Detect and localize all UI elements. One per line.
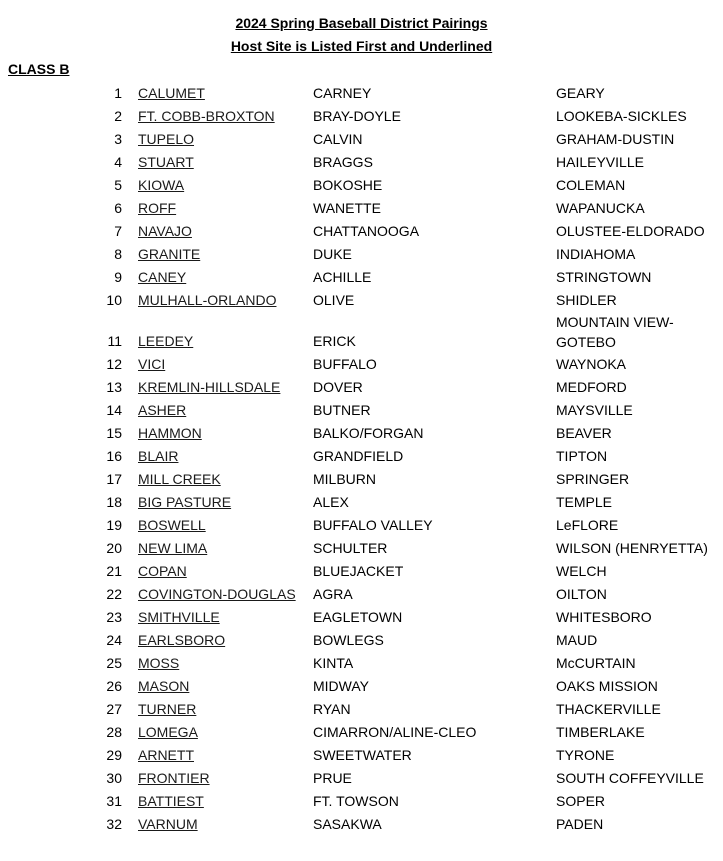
host-site: VARNUM [138,816,198,832]
team-2: DUKE [313,246,352,262]
team-2: BRAGGS [313,154,373,170]
team-2: KINTA [313,655,354,671]
pairing-row [0,560,723,583]
team-2: OLIVE [313,292,355,308]
team-2: SASAKWA [313,816,382,832]
team-3: WAYNOKA [556,356,627,372]
host-site: ASHER [138,402,187,418]
team-2: CALVIN [313,131,363,147]
host-site: MASON [138,678,190,694]
team-2: ALEX [313,494,349,510]
team-3: THACKERVILLE [556,701,661,717]
pairing-row [0,243,723,266]
district-number: 2 [114,108,122,124]
team-2: MIDWAY [313,678,369,694]
team-2: DOVER [313,379,363,395]
team-2: EAGLETOWN [313,609,403,625]
team-2: ACHILLE [313,269,372,285]
host-site: BLAIR [138,448,179,464]
host-site: GRANITE [138,246,201,262]
district-number: 26 [106,678,122,694]
team-2: BOWLEGS [313,632,384,648]
pairing-row [0,445,723,468]
pairings-list [0,82,723,836]
district-number: 22 [106,586,122,602]
team-2: MILBURN [313,471,377,487]
team-2: BALKO/FORGAN [313,425,424,441]
pairing-row [0,698,723,721]
team-3: OILTON [556,586,607,602]
team-2: SCHULTER [313,540,388,556]
team-2: SWEETWATER [313,747,412,763]
team-3: WELCH [556,563,607,579]
host-site: ROFF [138,200,177,216]
host-site: LOMEGA [138,724,198,740]
team-2: BUTNER [313,402,371,418]
host-site: STUART [138,154,194,170]
host-site: MOSS [138,655,180,671]
district-number: 9 [114,269,122,285]
district-number: 29 [106,747,122,763]
team-3: MOUNTAIN VIEW-GOTEBO [556,314,674,350]
district-number: 8 [114,246,122,262]
host-site: KIOWA [138,177,185,193]
team-3: TEMPLE [556,494,613,510]
district-number: 12 [106,356,122,372]
team-2: CIMARRON/ALINE-CLEO [313,724,477,740]
team-3: WILSON (HENRYETTA) [556,540,708,556]
host-site: NEW LIMA [138,540,208,556]
pairing-row [0,790,723,813]
district-number: 14 [106,402,122,418]
pairing-row [0,629,723,652]
district-number: 31 [106,793,122,809]
host-site: TUPELO [138,131,195,147]
host-site: FT. COBB-BROXTON [138,108,275,124]
pairing-row [0,399,723,422]
team-3: COLEMAN [556,177,626,193]
district-number: 25 [106,655,122,671]
district-number: 28 [106,724,122,740]
district-number: 18 [106,494,122,510]
pairing-row [0,767,723,790]
pairing-row [0,468,723,491]
document-title: 2024 Spring Baseball District Pairings [235,15,488,31]
pairing-row [0,744,723,767]
team-3: MAUD [556,632,598,648]
document-subtitle: Host Site is Listed First and Underlined [230,38,493,54]
host-site: CANEY [138,269,187,285]
district-number: 10 [106,292,122,308]
team-3: WAPANUCKA [556,200,645,216]
host-site: CALUMET [138,85,205,101]
pairing-row [0,266,723,289]
district-number: 4 [114,154,122,170]
district-number: 17 [106,471,122,487]
team-3: STRINGTOWN [556,269,652,285]
class-heading: CLASS B [8,61,70,77]
district-number: 5 [114,177,122,193]
pairing-row [0,197,723,220]
team-2: PRUE [313,770,352,786]
pairing-row [0,675,723,698]
pairing-row [0,583,723,606]
district-number: 11 [107,333,122,349]
pairing-row [0,289,723,312]
team-3: McCURTAIN [556,655,636,671]
pairing-row [0,514,723,537]
host-site: MULHALL-ORLANDO [138,292,277,308]
team-3: PADEN [556,816,604,832]
team-2: BLUEJACKET [313,563,404,579]
team-3: SPRINGER [556,471,630,487]
team-2: BOKOSHE [313,177,383,193]
host-site: MILL CREEK [138,471,221,487]
team-3: INDIAHOMA [556,246,636,262]
team-3: WHITESBORO [556,609,652,625]
host-site: NAVAJO [138,223,192,239]
pairing-row [0,312,723,353]
pairing-row [0,376,723,399]
host-site: BIG PASTURE [138,494,232,510]
district-number: 27 [106,701,122,717]
team-2: BRAY-DOYLE [313,108,401,124]
district-number: 24 [106,632,122,648]
team-3: GEARY [556,85,605,101]
team-3: GRAHAM-DUSTIN [556,131,675,147]
pairing-row [0,652,723,675]
pairing-row [0,128,723,151]
pairing-row [0,82,723,105]
pairing-row [0,813,723,836]
pairing-row [0,606,723,629]
team-3: BEAVER [556,425,612,441]
host-site: TURNER [138,701,197,717]
pairing-row [0,491,723,514]
team-3: SOPER [556,793,606,809]
host-site: BATTIEST [138,793,204,809]
pairing-row [0,353,723,376]
district-number: 21 [106,563,122,579]
team-3: MEDFORD [556,379,627,395]
host-site: FRONTIER [138,770,210,786]
team-2: WANETTE [313,200,381,216]
pairing-row [0,537,723,560]
district-number: 3 [114,131,122,147]
host-site: LEEDEY [138,333,194,349]
team-2: CARNEY [313,85,372,101]
team-2: ERICK [313,333,356,349]
team-3: MAYSVILLE [556,402,633,418]
district-number: 6 [114,200,122,216]
host-site: SMITHVILLE [138,609,220,625]
team-2: CHATTANOOGA [313,223,420,239]
district-number: 7 [114,223,122,239]
district-number: 19 [106,517,122,533]
team-3: SHIDLER [556,292,617,308]
host-site: ARNETT [138,747,194,763]
district-number: 13 [106,379,122,395]
pairing-row [0,422,723,445]
pairing-row [0,721,723,744]
team-3: LeFLORE [556,517,619,533]
team-3: TIMBERLAKE [556,724,645,740]
pairing-row [0,105,723,128]
district-number: 15 [106,425,122,441]
team-3: TYRONE [556,747,615,763]
team-3: OAKS MISSION [556,678,658,694]
team-2: RYAN [313,701,351,717]
team-2: BUFFALO [313,356,377,372]
district-number: 30 [106,770,122,786]
team-2: FT. TOWSON [313,793,399,809]
host-site: VICI [138,356,166,372]
team-3: TIPTON [556,448,608,464]
district-number: 32 [106,816,122,832]
host-site: KREMLIN-HILLSDALE [138,379,281,395]
district-number: 23 [106,609,122,625]
team-2: GRANDFIELD [313,448,404,464]
district-number: 20 [106,540,122,556]
team-3: OLUSTEE-ELDORADO [556,223,705,239]
host-site: COVINGTON-DOUGLAS [138,586,296,602]
host-site: HAMMON [138,425,202,441]
pairing-row [0,220,723,243]
team-3: SOUTH COFFEYVILLE [556,770,704,786]
district-number: 16 [106,448,122,464]
team-3: HAILEYVILLE [556,154,644,170]
pairing-row [0,174,723,197]
team-2: AGRA [313,586,353,602]
team-3: LOOKEBA-SICKLES [556,108,687,124]
host-site: COPAN [138,563,187,579]
pairing-row [0,151,723,174]
host-site: BOSWELL [138,517,206,533]
host-site: EARLSBORO [138,632,226,648]
team-2: BUFFALO VALLEY [313,517,433,533]
district-number: 1 [114,85,122,101]
